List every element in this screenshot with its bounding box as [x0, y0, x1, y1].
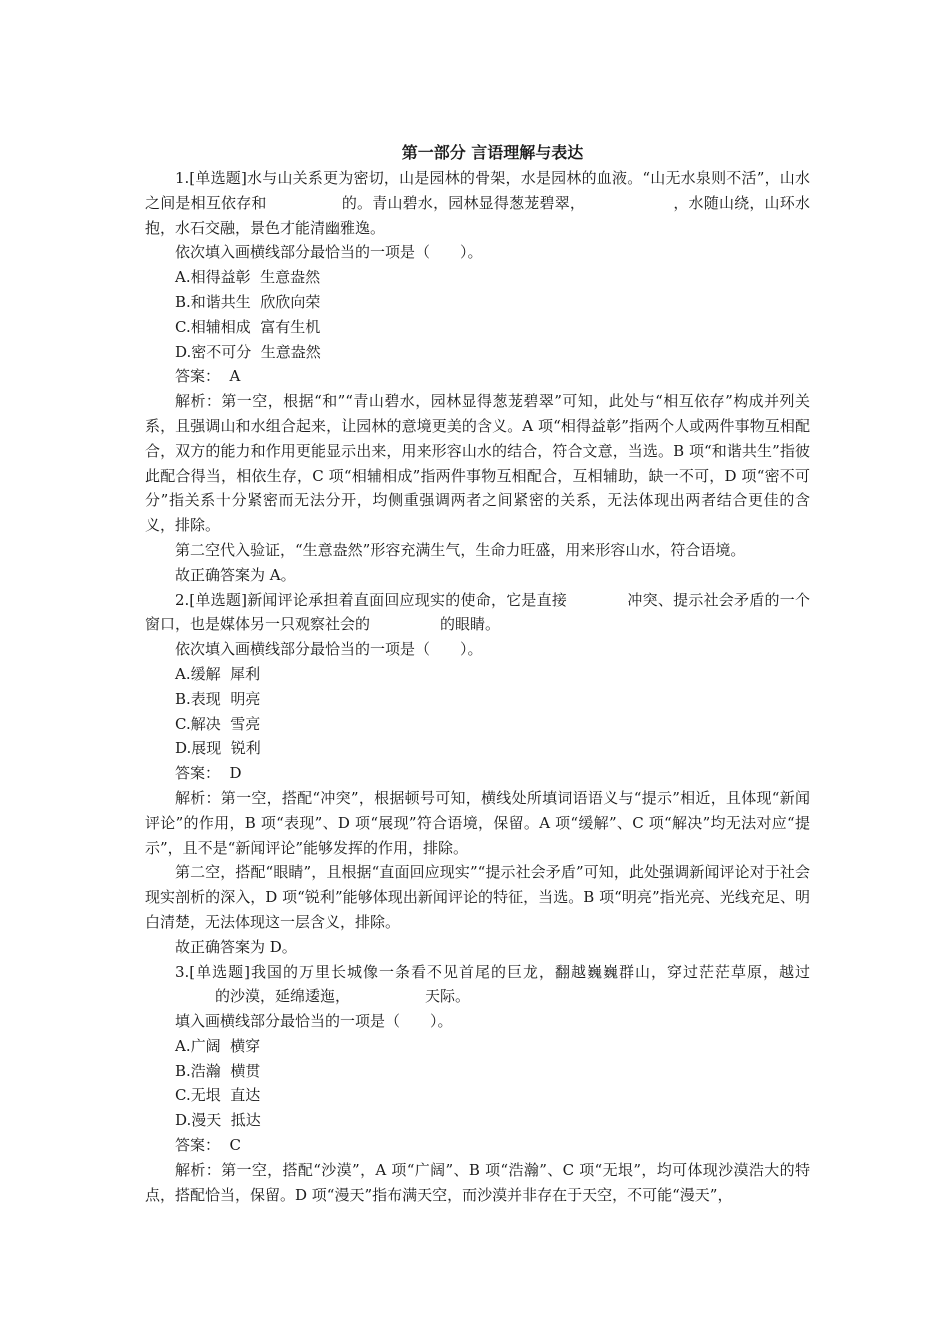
q3-prompt: 填入画横线部分最恰当的一项是（ ）。 — [175, 1012, 453, 1031]
q2-option-d: D.展现 锐利 — [175, 739, 261, 758]
q1-prompt: 依次填入画横线部分最恰当的一项是（ ）。 — [175, 243, 483, 262]
q3-stem — [145, 960, 810, 1010]
q2-option-c: C.解决 雪亮 — [175, 714, 261, 733]
q3-option-c: C.无垠 直达 — [175, 1086, 261, 1105]
document-page — [145, 140, 810, 1207]
q1-stem-part-c: ，水随山绕，山环水抱，水石交融，景色才能清幽雅逸。 — [145, 193, 810, 237]
q3-option-b: B.浩瀚 横贯 — [175, 1061, 261, 1080]
q2-conclusion: 故正确答案为 D。 — [175, 937, 297, 956]
q2-option-a: A.缓解 犀利 — [175, 664, 261, 683]
section-title: 第一部分 言语理解与表达 — [401, 143, 584, 162]
q2-stem — [145, 588, 810, 638]
q2-stem-part-a: 2.[单选题]新闻评论承担着直面回应现实的使命，它是直接 — [175, 590, 568, 609]
q3-stem-part-c: 天际。 — [425, 987, 471, 1006]
q2-option-b: B.表现 明亮 — [175, 689, 261, 708]
q3-stem-part-b: 的沙漠，延绵逶迤， — [215, 987, 351, 1006]
q2-analysis-1: 解析：第一空，搭配“冲突”，根据顿号可知，横线处所填词语语义与“提示”相近，且体现“新闻评论”的作用，B 项“表现”、D 项“展现”符合语境，保留。A 项“缓解”、C 项“解决”均无法对应“提示”，且不是“新闻评论”能够发挥的作用，排除。 — [145, 788, 810, 857]
q2-analysis-2: 第二空，搭配“眼睛”，且根据“直面回应现实”“提示社会矛盾”可知，此处强调新闻评论对于社会现实剖析的深入，D 项“锐利”能够体现出新闻评论的特征，当选。B 项“明亮”指光亮、光线充足、明白清楚，无法体现这一层含义，排除。 — [145, 863, 810, 931]
q1-option-d: D.密不可分 生意盎然 — [175, 342, 321, 361]
q3-option-d: D.漫天 抵达 — [175, 1111, 261, 1130]
q2-prompt: 依次填入画横线部分最恰当的一项是（ ）。 — [175, 640, 483, 659]
q1-stem-part-a: 1.[单选题]水与山关系更为密切，山是园林的骨架，水是园林的血液。“山无水泉则不活”，山水之间是相互依存和 — [145, 169, 810, 212]
q2-stem-part-c: 的眼睛。 — [440, 615, 501, 634]
q3-stem-part-a: 3.[单选题]我国的万里长城像一条看不见首尾的巨龙，翻越巍巍群山，穿过茫茫草原，越过 — [175, 962, 810, 981]
q3-answer: 答案： C — [175, 1136, 242, 1155]
q1-stem — [145, 166, 810, 240]
q3-analysis-1: 解析：第一空，搭配“沙漠”，A 项“广阔”、B 项“浩瀚”、C 项“无垠”，均可体现沙漠浩大的特点，搭配恰当，保留。D 项“漫天”指布满天空，而沙漠并非存在于天空，不可能“漫天”， — [145, 1160, 810, 1204]
q1-conclusion: 故正确答案为 A。 — [175, 565, 296, 584]
q1-answer: 答案： A — [175, 367, 241, 386]
q2-answer: 答案： D — [175, 764, 242, 783]
q1-stem-part-b: 的。青山碧水，园林显得葱茏碧翠， — [341, 193, 586, 212]
q1-analysis-2: 第二空代入验证，“生意盎然”形容充满生气，生命力旺盛，用来形容山水，符合语境。 — [175, 540, 746, 559]
q2-stem-part-b: 冲突、提示社会矛盾的一个窗口，也是媒体另一只观察社会的 — [145, 590, 810, 634]
q1-option-a: A.相得益彰 生意盎然 — [175, 268, 321, 287]
q1-option-b: B.和谐共生 欣欣向荣 — [175, 292, 321, 311]
q1-analysis-1: 解析：第一空，根据“和”“青山碧水，园林显得葱茏碧翠”可知，此处与“相互依存”构成并列关系，且强调山和水组合起来，让园林的意境更美的含义。A 项“相得益彰”指两个人或两件事物互相配合，双方的能力和作用更能显示出来，用来形容山水的结合，符合文意，当选。B 项“和谐共生”指彼此配合得当，相依生存，C 项“相辅相成”指两件事物互相配合，互相辅助，缺一不可，D 项“密不可分”指关系十分紧密而无法分开，均侧重强调两者之间紧密的关系，无法体现出两者结合更佳的含义，排除。 — [145, 392, 810, 535]
q1-option-c: C.相辅相成 富有生机 — [175, 317, 321, 336]
q3-option-a: A.广阔 横穿 — [175, 1036, 261, 1055]
